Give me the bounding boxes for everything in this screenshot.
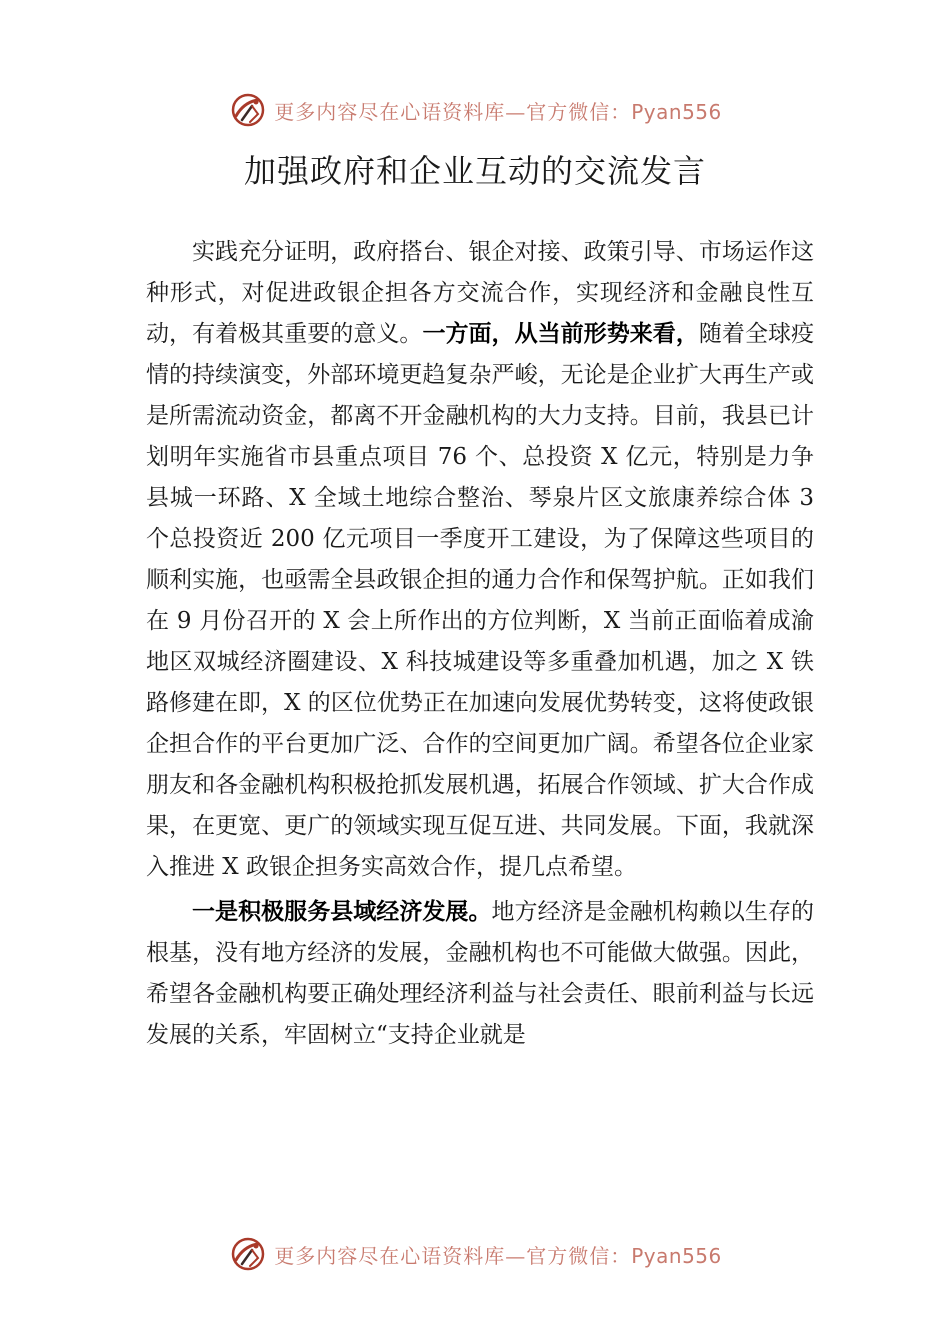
document-body bbox=[146, 232, 814, 1056]
watermark-wechat-id: Pyan556 bbox=[631, 1243, 722, 1268]
paragraph-2 bbox=[146, 892, 814, 1056]
document-title: 加强政府和企业互动的交流发言 bbox=[243, 152, 706, 190]
paragraph-1-text-a: 实践充分证明，政府搭台、银企对接、政策引导、市场运作这种形式，对促进政银企担各方交流合作，实现经济和金融良性互动，有着极其重要的意义。 bbox=[146, 239, 814, 347]
watermark-wechat-id: Pyan556 bbox=[631, 99, 722, 124]
watermark-text bbox=[274, 1240, 722, 1269]
watermark-text-cn: 更多内容尽在心语资料库—官方微信： bbox=[274, 99, 632, 124]
footer-watermark bbox=[0, 1232, 950, 1276]
watermark-logo-icon bbox=[228, 90, 268, 130]
watermark-text-cn: 更多内容尽在心语资料库—官方微信： bbox=[274, 1243, 632, 1268]
paragraph-1 bbox=[146, 232, 814, 888]
paragraph-1-text-b: 随着全球疫情的持续演变，外部环境更趋复杂严峻，无论是企业扩大再生产或是所需流动资金，都离不开金融机构的大力支持。目前，我县已计划明年实施省市县重点项目 76 个、总投资 X 亿元，特别是力争县城一环路、X 全域土地综合整治、琴泉片区文旅康养综合体 3 个总投资近 200 亿元项目一季度开工建设，为了保障这些项目的顺利实施，也亟需全县政银企担的通力合作和保驾护航。正如我们在 9 月份召开的 X 会上所作出的方位判断，X 当前正面临着成渝地区双城经济圈建设、X 科技城建设等多重叠加机遇，加之 X 铁路修建在即，X 的区位优势正在加速向发展优势转变，这将使政银企担合作的平台更加广泛、合作的空间更加广阔。希望各位企业家朋友和各金融机构积极抢抓发展机遇，拓展合作领域、扩大合作成果，在更宽、更广的领域实现互促互进、共同发展。下面，我就深入推进 X 政银企担务实高效合作，提几点希望。 bbox=[146, 321, 815, 880]
watermark-text bbox=[274, 96, 722, 125]
paragraph-1-bold-lead: 一方面，从当前形势来看， bbox=[422, 321, 699, 347]
paragraph-2-bold-lead: 一是积极服务县域经济发展。 bbox=[192, 899, 492, 925]
paragraph-2-text: 地方经济是金融机构赖以生存的根基，没有地方经济的发展，金融机构也不可能做大做强。因此，希望各金融机构要正确处理经济利益与社会责任、眼前利益与长远发展的关系，牢固树立“支持企业就是 bbox=[146, 899, 815, 1048]
watermark-logo-icon bbox=[228, 1234, 268, 1274]
header-watermark bbox=[0, 88, 950, 132]
